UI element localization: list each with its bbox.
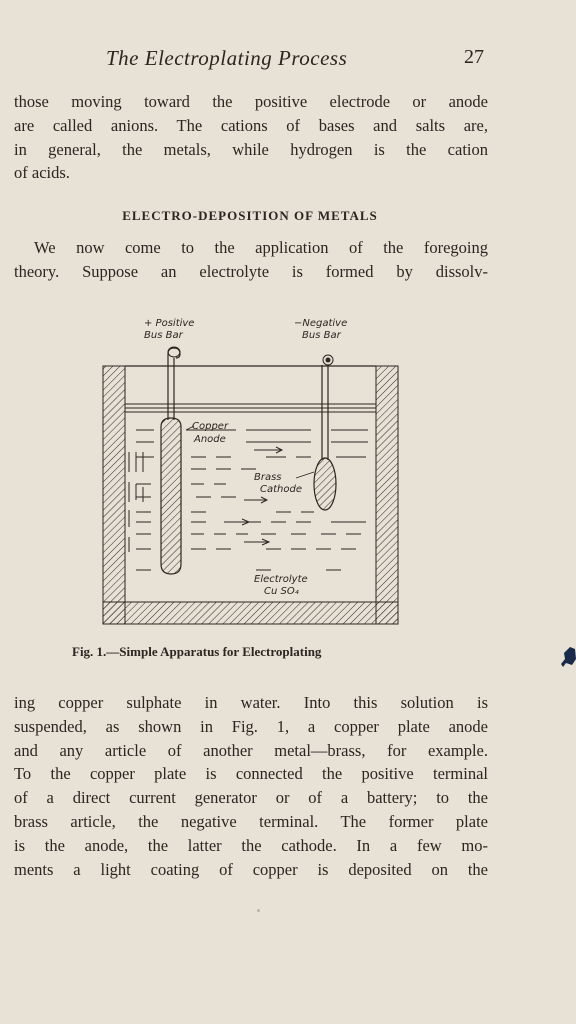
- paragraph-3: [14, 691, 488, 881]
- brass-cathode: [314, 355, 336, 510]
- text-line: theory. Suppose an electrolyte is formed by dissolv-: [14, 261, 488, 281]
- text-line: To the copper plate is connected the positive terminal: [14, 764, 488, 784]
- electrolyte-label: Electrolyte: [254, 574, 308, 585]
- positive-bus-bar-label: Bus Bar: [144, 330, 183, 341]
- text-line: ments a light coating of copper is deposited on the: [14, 859, 488, 879]
- page-header: [0, 46, 576, 76]
- brass-cathode-label: Brass: [254, 472, 282, 483]
- text-line: in general, the metals, while hydrogen is the cation: [14, 139, 488, 159]
- negative-bus-bar-label: −Negative: [294, 318, 348, 329]
- page-number: 27: [464, 46, 484, 68]
- paragraph-1: [14, 90, 488, 185]
- text-line: brass article, the negative terminal. The former plate: [14, 811, 488, 831]
- text-line: those moving toward the positive electrode or anode: [14, 92, 488, 111]
- text-line: and any article of another metal—brass, for example.: [14, 740, 488, 760]
- copper-anode: [161, 347, 181, 574]
- copper-anode-label: Copper: [192, 421, 229, 432]
- text-line: We now come to the application of the foregoing: [34, 238, 488, 257]
- positive-bus-bar-label: + Positive: [144, 318, 195, 329]
- text-line: is the anode, the latter the cathode. In a few mo-: [14, 835, 488, 855]
- text-line: are called anions. The cations of bases and salts are,: [14, 115, 488, 135]
- current-arrows: [224, 447, 282, 545]
- figure-caption: Fig. 1.—Simple Apparatus for Electroplating: [72, 644, 322, 659]
- text-line: of acids.: [14, 163, 70, 183]
- brass-cathode-label: Cathode: [260, 484, 302, 495]
- negative-bus-bar-label: Bus Bar: [302, 330, 341, 341]
- electroplating-apparatus-figure: [96, 312, 406, 628]
- tank: [103, 366, 398, 624]
- text-line: suspended, as shown in Fig. 1, a copper plate anode: [14, 716, 488, 736]
- liquid-surface: [125, 404, 376, 412]
- ink-blot: [560, 645, 576, 667]
- paper-speck: [257, 909, 260, 912]
- electrolyte-label: Cu SO₄: [264, 586, 299, 597]
- text-line: of a direct current generator or of a battery; to the: [14, 788, 488, 808]
- copper-anode-label: Anode: [194, 434, 226, 445]
- text-line: ing copper sulphate in water. Into this solution is: [14, 693, 488, 712]
- section-heading: ELECTRO-DEPOSITION OF METALS: [122, 208, 378, 223]
- running-title: The Electroplating Process: [106, 46, 348, 70]
- paragraph-2: [14, 236, 488, 284]
